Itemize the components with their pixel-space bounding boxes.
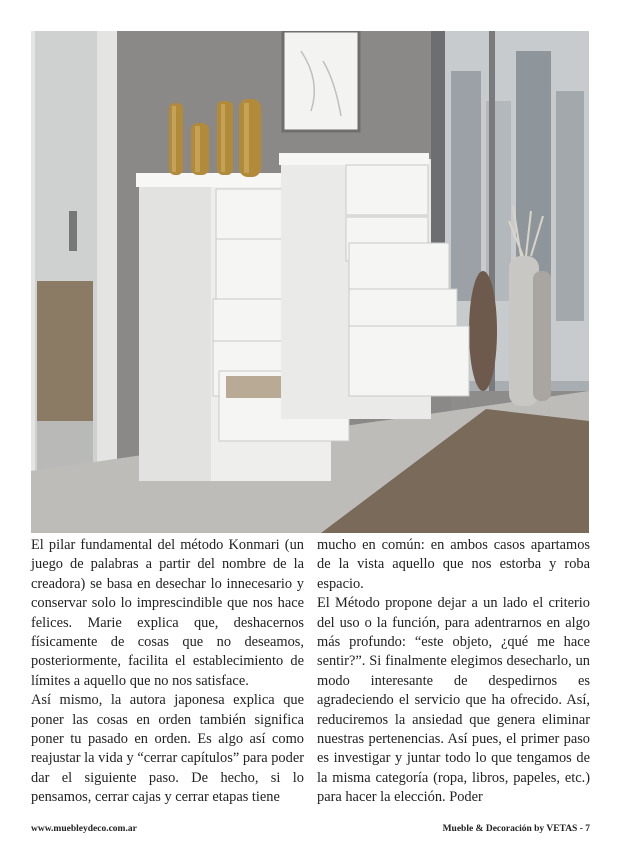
paragraph: mucho en común: en ambos casos apartamos de la vista aquello que nos estorba y roba espacio. xyxy=(317,537,590,592)
footer-website[interactable]: www.muebleydeco.com.ar xyxy=(31,824,137,834)
furniture-photo-illustration xyxy=(31,31,589,533)
article-photo xyxy=(31,31,589,533)
paragraph: El pilar fundamental del método Konmari (un juego de palabras a partir del nombre de la creadora) se basa en desechar lo innecesario y conservar solo lo imprescindible que nos hace felices. Marie explica que, deshacernos físicamente de cosas que no deseamos, posteriormente, facilita el establecimiento de límites a aquello que no nos satisface. xyxy=(31,537,304,689)
article-column-left xyxy=(31,536,304,808)
paragraph: El Método propone dejar a un lado el criterio del uso o la función, para adentrarnos en algo más profundo: “este objeto, ¿qué me hace sentir?”. Si finalmente elegimos desecharlo, un modo interesante de despedirnos es agradeciendo el servicio que ha ofrecido. Así, reduciremos la ansiedad que genera eliminar nuestras pertenencias. Así pues, el primer paso es investigar y juntar todo lo que tengamos de la misma categoría (ropa, libros, papeles, etc.) para hacer la elección. Poder xyxy=(317,595,590,806)
article-column-right xyxy=(317,536,590,808)
footer-page-label: Mueble & Decoración by VETAS - 7 xyxy=(442,824,590,834)
paragraph: Así mismo, la autora japonesa explica que poner las cosas en orden también significa poner tu pasado en orden. Es algo así como reajustar la vida y “cerrar capítulos” para poder dar el siguiente paso. De hecho, si lo pensamos, cerrar cajas y cerrar etapas tiene xyxy=(31,692,304,806)
